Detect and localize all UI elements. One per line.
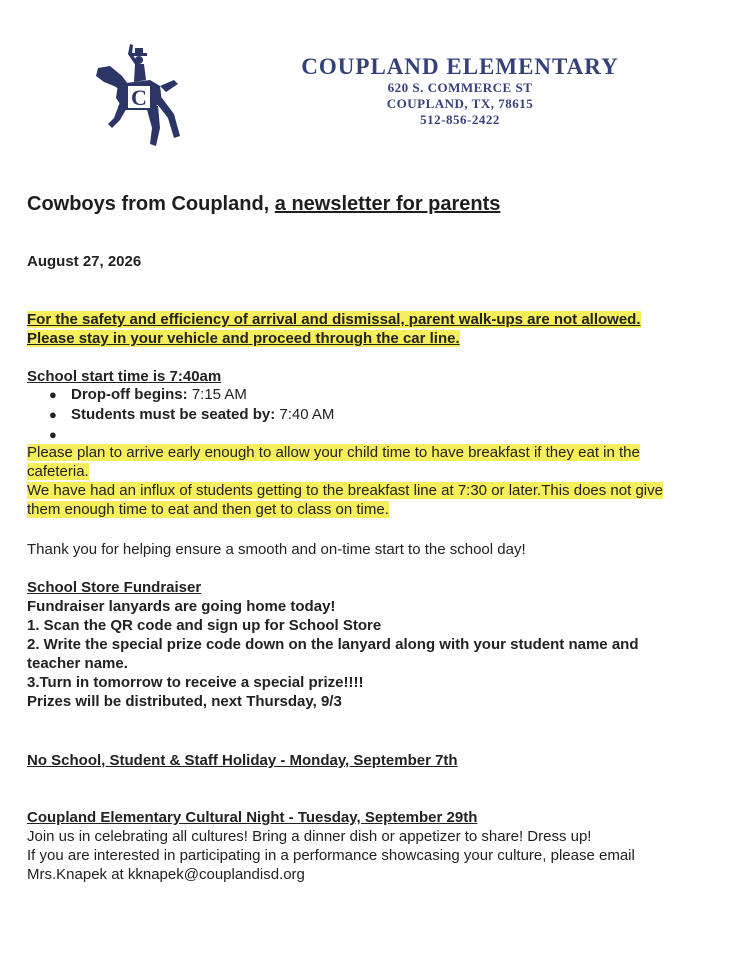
breakfast-line-2: cafeteria. bbox=[27, 463, 89, 480]
school-city: COUPLAND, TX, 78615 bbox=[386, 96, 534, 111]
cultural-night-line-2: If you are interested in participating in a performance showcasing your culture, please email bbox=[27, 847, 635, 864]
list-item bbox=[27, 425, 334, 445]
fundraiser-details bbox=[27, 597, 638, 711]
fundraiser-line: 3.Turn in tomorrow to receive a special prize!!!! bbox=[27, 674, 364, 691]
safety-notice bbox=[27, 310, 641, 348]
fundraiser-line: Prizes will be distributed, next Thursday, 9/3 bbox=[27, 693, 342, 710]
safety-notice-line-2: Please stay in your vehicle and proceed through the car line. bbox=[27, 330, 460, 347]
bullet-icon: ● bbox=[49, 427, 57, 442]
newsletter-date: August 27, 2026 bbox=[27, 253, 142, 270]
cultural-night-heading: Coupland Elementary Cultural Night - Tuesday, September 29th bbox=[27, 809, 478, 826]
fundraiser-line: 2. Write the special prize code down on the lanyard along with your student name and bbox=[27, 636, 639, 653]
start-time-list bbox=[27, 385, 334, 445]
safety-notice-line-1: For the safety and efficiency of arrival and dismissal, parent walk-ups are not allowed. bbox=[27, 311, 641, 328]
breakfast-line-1: Please plan to arrive early enough to allow your child time to have breakfast if they eat in the bbox=[27, 444, 640, 461]
school-phone: 512-856-2422 bbox=[420, 112, 500, 127]
cultural-night-details bbox=[27, 827, 635, 884]
thank-you-text: Thank you for helping ensure a smooth and on-time start to the school day! bbox=[27, 541, 526, 558]
bullet-icon: ● bbox=[49, 387, 57, 402]
fundraiser-line: teacher name. bbox=[27, 655, 128, 672]
list-item: ● Drop-off begins: 7:15 AM bbox=[49, 386, 247, 403]
newsletter-title bbox=[27, 193, 500, 216]
school-name: COUPLAND ELEMENTARY bbox=[301, 54, 619, 79]
list-item: ● Students must be seated by: 7:40 AM bbox=[49, 406, 335, 423]
svg-text:C: C bbox=[131, 85, 147, 110]
school-header bbox=[240, 54, 680, 128]
influx-line-1: We have had an influx of students getting to the breakfast line at 7:30 or later.This does not give bbox=[27, 482, 663, 499]
fundraiser-line: 1. Scan the QR code and sign up for School Store bbox=[27, 617, 382, 634]
holiday-notice: No School, Student & Staff Holiday - Monday, September 7th bbox=[27, 752, 458, 769]
cultural-night-line-1: Join us in celebrating all cultures! Bring a dinner dish or appetizer to share! Dress up! bbox=[27, 828, 592, 845]
influx-line-2: them enough time to eat and then get to class on time. bbox=[27, 501, 389, 518]
title-prefix: Cowboys from Coupland, bbox=[27, 193, 270, 215]
school-logo-bucking-bronco-icon bbox=[88, 40, 180, 152]
title-subtitle: a newsletter for parents bbox=[274, 193, 501, 215]
start-time-heading: School start time is 7:40am bbox=[27, 368, 222, 385]
cultural-night-line-3: Mrs.Knapek at kknapek@couplandisd.org bbox=[27, 866, 305, 883]
fundraiser-line: Fundraiser lanyards are going home today! bbox=[27, 598, 336, 615]
breakfast-note bbox=[27, 443, 663, 519]
fundraiser-heading: School Store Fundraiser bbox=[27, 579, 202, 596]
bullet-icon: ● bbox=[49, 407, 57, 422]
school-address: 620 S. COMMERCE ST bbox=[387, 80, 533, 95]
